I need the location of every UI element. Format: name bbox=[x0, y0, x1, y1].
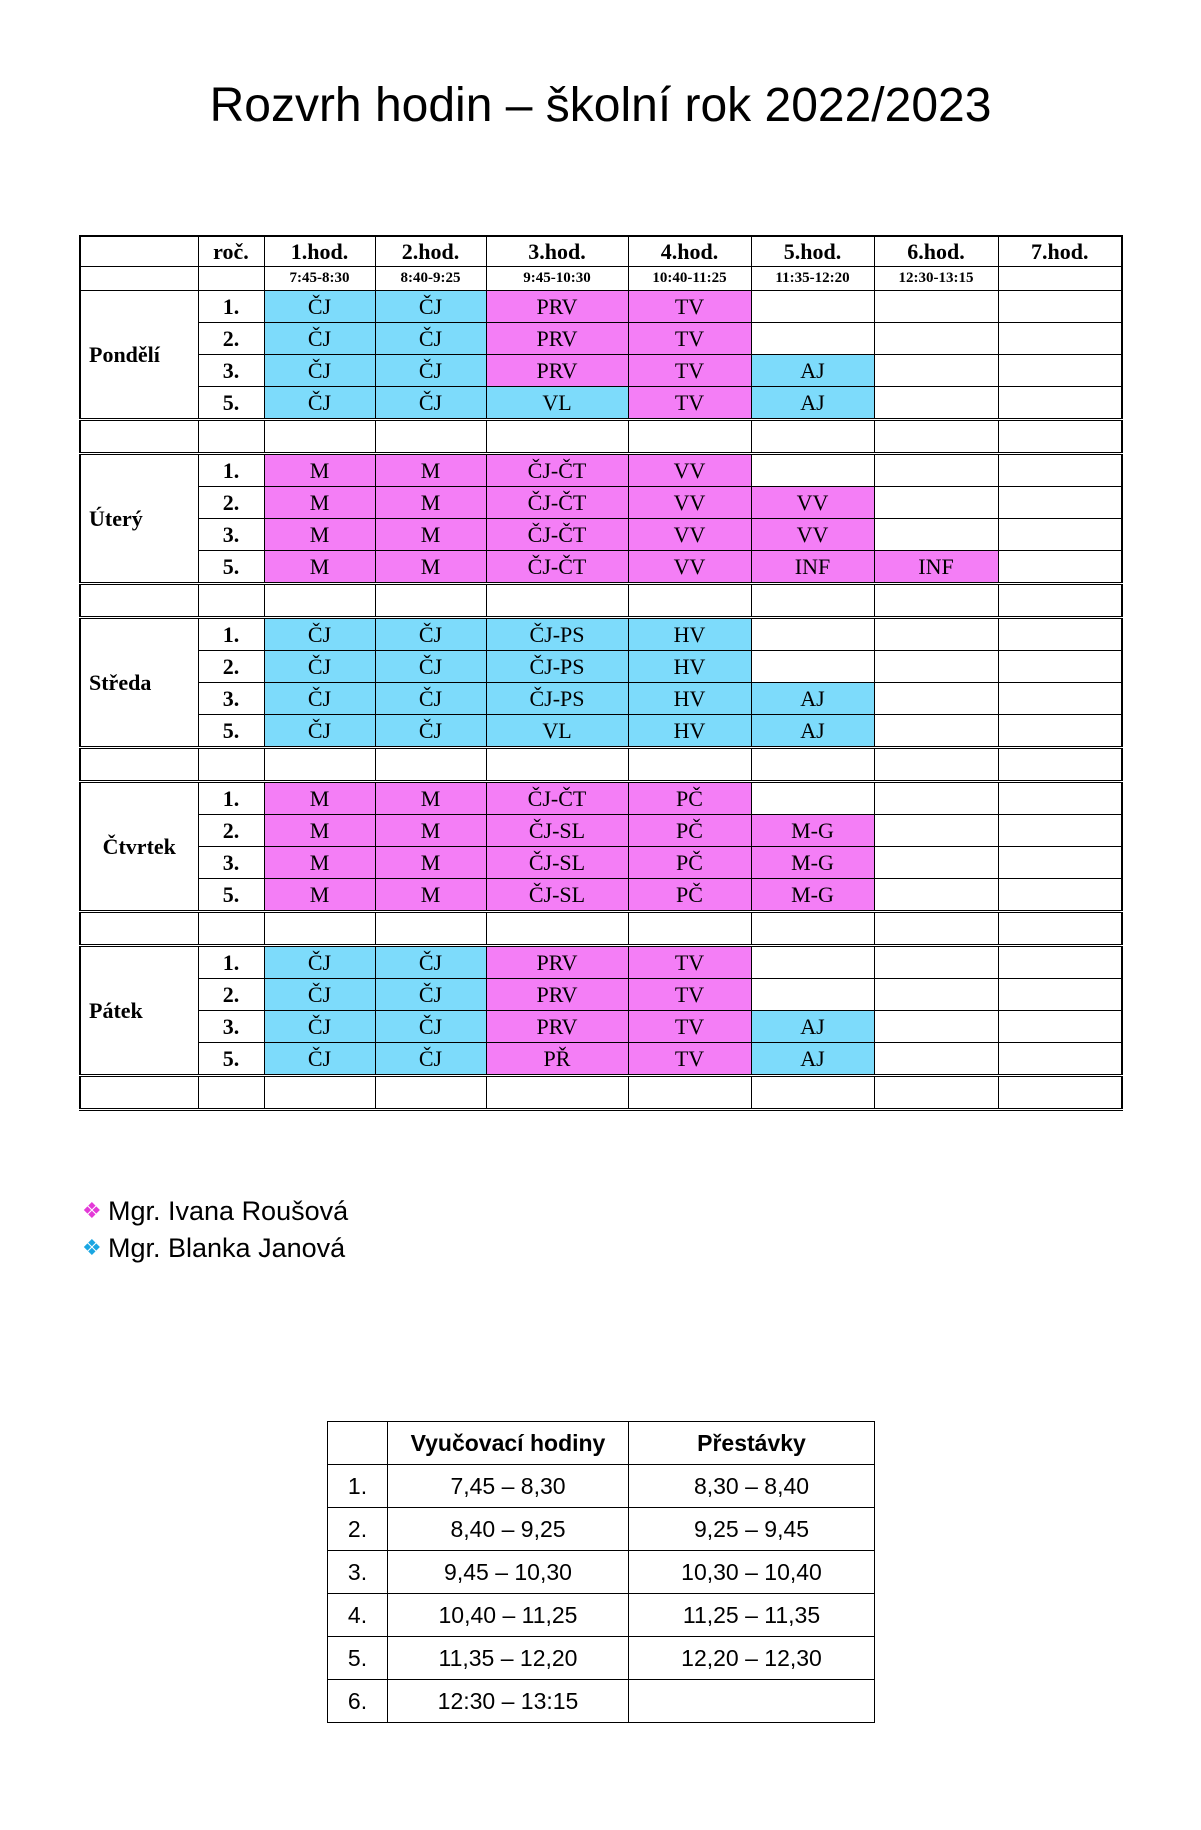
lesson-cell: M-G bbox=[751, 879, 874, 912]
empty-cell bbox=[375, 1076, 486, 1110]
empty-cell bbox=[751, 1076, 874, 1110]
lesson-cell: M-G bbox=[751, 815, 874, 847]
grade-cell: 2. bbox=[198, 979, 264, 1011]
table-row bbox=[80, 683, 1122, 715]
bell-cell: 2. bbox=[328, 1508, 388, 1551]
lesson-cell: ČJ bbox=[375, 291, 486, 323]
lesson-cell: ČJ bbox=[264, 355, 375, 387]
lesson-cell bbox=[874, 387, 998, 420]
lesson-cell: PRV bbox=[486, 1011, 628, 1043]
empty-cell bbox=[998, 584, 1122, 618]
lesson-cell bbox=[874, 1043, 998, 1076]
empty-cell bbox=[80, 584, 198, 618]
day-label: Čtvrtek bbox=[80, 782, 198, 912]
lesson-cell bbox=[874, 946, 998, 979]
lesson-cell: ČJ-PS bbox=[486, 651, 628, 683]
grade-cell: 3. bbox=[198, 519, 264, 551]
lesson-cell: VV bbox=[628, 519, 751, 551]
day-label: Pondělí bbox=[80, 291, 198, 420]
grade-cell: 1. bbox=[198, 454, 264, 487]
empty-cell bbox=[486, 748, 628, 782]
lesson-cell bbox=[998, 715, 1122, 748]
lesson-cell bbox=[874, 355, 998, 387]
lesson-cell: M-G bbox=[751, 847, 874, 879]
lesson-cell: ČJ bbox=[375, 651, 486, 683]
lesson-cell bbox=[874, 323, 998, 355]
empty-cell bbox=[198, 267, 264, 291]
lesson-cell: VL bbox=[486, 715, 628, 748]
lesson-cell: ČJ bbox=[264, 715, 375, 748]
empty-cell bbox=[751, 420, 874, 454]
table-row bbox=[80, 1043, 1122, 1076]
timetable-header-row bbox=[80, 236, 1122, 267]
hour-column-header: 3.hod. bbox=[486, 236, 628, 267]
grade-cell: 5. bbox=[198, 715, 264, 748]
lesson-cell bbox=[874, 291, 998, 323]
lesson-cell: ČJ bbox=[375, 1043, 486, 1076]
empty-cell bbox=[751, 748, 874, 782]
empty-cell bbox=[874, 912, 998, 946]
empty-cell bbox=[375, 912, 486, 946]
hour-column-header: 1.hod. bbox=[264, 236, 375, 267]
grade-cell: 2. bbox=[198, 651, 264, 683]
lesson-cell: VV bbox=[751, 487, 874, 519]
lesson-cell: TV bbox=[628, 291, 751, 323]
corner-cell bbox=[80, 236, 198, 267]
empty-cell bbox=[198, 1076, 264, 1110]
empty-cell bbox=[80, 267, 198, 291]
empty-cell bbox=[264, 748, 375, 782]
lesson-cell bbox=[874, 815, 998, 847]
grade-cell: 5. bbox=[198, 1043, 264, 1076]
lesson-cell: M bbox=[264, 551, 375, 584]
lesson-cell: PŘ bbox=[486, 1043, 628, 1076]
bell-cell: 8,30 – 8,40 bbox=[629, 1465, 875, 1508]
lesson-cell bbox=[998, 782, 1122, 815]
lesson-cell: HV bbox=[628, 651, 751, 683]
lesson-cell: VV bbox=[628, 551, 751, 584]
lesson-cell: AJ bbox=[751, 1043, 874, 1076]
hour-time-range: 9:45-10:30 bbox=[486, 267, 628, 291]
lesson-cell bbox=[751, 651, 874, 683]
empty-cell bbox=[486, 420, 628, 454]
lesson-cell: INF bbox=[751, 551, 874, 584]
lesson-cell: HV bbox=[628, 618, 751, 651]
empty-cell bbox=[998, 420, 1122, 454]
bell-cell: 11,25 – 11,35 bbox=[629, 1594, 875, 1637]
lesson-cell bbox=[998, 815, 1122, 847]
bell-schedule-table bbox=[327, 1421, 875, 1723]
table-row bbox=[328, 1465, 875, 1508]
grade-cell: 1. bbox=[198, 618, 264, 651]
empty-cell bbox=[751, 584, 874, 618]
lesson-cell: ČJ-SL bbox=[486, 847, 628, 879]
lesson-cell: ČJ bbox=[375, 1011, 486, 1043]
lesson-cell: PRV bbox=[486, 946, 628, 979]
lesson-cell: ČJ-ČT bbox=[486, 487, 628, 519]
day-separator-row bbox=[80, 584, 1122, 618]
table-row bbox=[328, 1637, 875, 1680]
table-row bbox=[328, 1551, 875, 1594]
lesson-cell: M bbox=[375, 815, 486, 847]
lesson-cell: PRV bbox=[486, 323, 628, 355]
lesson-cell: M bbox=[375, 551, 486, 584]
lesson-cell: ČJ-PS bbox=[486, 618, 628, 651]
lesson-cell bbox=[998, 487, 1122, 519]
legend-label: Mgr. Ivana Roušová bbox=[108, 1196, 349, 1226]
table-row bbox=[80, 651, 1122, 683]
lesson-cell: ČJ-SL bbox=[486, 879, 628, 912]
grade-cell: 5. bbox=[198, 387, 264, 420]
lesson-cell bbox=[998, 551, 1122, 584]
lesson-cell bbox=[751, 782, 874, 815]
lesson-cell: M bbox=[264, 782, 375, 815]
grade-cell: 2. bbox=[198, 815, 264, 847]
grade-cell: 5. bbox=[198, 551, 264, 584]
lesson-cell: ČJ-ČT bbox=[486, 519, 628, 551]
hour-time-range: 7:45-8:30 bbox=[264, 267, 375, 291]
lesson-cell bbox=[751, 618, 874, 651]
bell-table-header bbox=[328, 1422, 875, 1465]
lesson-cell: M bbox=[264, 454, 375, 487]
lesson-cell: TV bbox=[628, 1011, 751, 1043]
empty-cell bbox=[198, 748, 264, 782]
lesson-cell: ČJ bbox=[375, 683, 486, 715]
empty-cell bbox=[198, 912, 264, 946]
lesson-cell: ČJ bbox=[375, 355, 486, 387]
lesson-cell: TV bbox=[628, 387, 751, 420]
lesson-cell bbox=[874, 683, 998, 715]
lesson-cell: M bbox=[375, 782, 486, 815]
table-row bbox=[80, 387, 1122, 420]
lesson-cell: HV bbox=[628, 683, 751, 715]
hour-column-header: 7.hod. bbox=[998, 236, 1122, 267]
bell-cell: 9,25 – 9,45 bbox=[629, 1508, 875, 1551]
empty-cell bbox=[264, 584, 375, 618]
empty-cell bbox=[628, 420, 751, 454]
empty-cell bbox=[80, 748, 198, 782]
lesson-cell: M bbox=[375, 879, 486, 912]
grade-cell: 1. bbox=[198, 291, 264, 323]
lesson-cell: AJ bbox=[751, 355, 874, 387]
lesson-cell: VL bbox=[486, 387, 628, 420]
lesson-cell: ČJ bbox=[375, 979, 486, 1011]
bell-cell: 12:30 – 13:15 bbox=[388, 1680, 629, 1723]
lesson-cell: ČJ bbox=[264, 651, 375, 683]
bell-cell: 10,30 – 10,40 bbox=[629, 1551, 875, 1594]
page-title: Rozvrh hodin – školní rok 2022/2023 bbox=[209, 79, 992, 132]
lesson-cell: ČJ-ČT bbox=[486, 454, 628, 487]
hour-time-range: 10:40-11:25 bbox=[628, 267, 751, 291]
hour-time-range bbox=[998, 267, 1122, 291]
lesson-cell bbox=[998, 879, 1122, 912]
empty-cell bbox=[874, 1076, 998, 1110]
lesson-cell: ČJ-ČT bbox=[486, 551, 628, 584]
lesson-cell: VV bbox=[628, 487, 751, 519]
lesson-cell: ČJ bbox=[264, 291, 375, 323]
empty-cell bbox=[874, 420, 998, 454]
lesson-cell bbox=[874, 879, 998, 912]
lesson-cell: M bbox=[375, 454, 486, 487]
empty-cell bbox=[264, 912, 375, 946]
lesson-cell: ČJ bbox=[375, 387, 486, 420]
empty-cell bbox=[874, 748, 998, 782]
lesson-cell: M bbox=[264, 847, 375, 879]
table-row bbox=[80, 782, 1122, 815]
grade-cell: 3. bbox=[198, 683, 264, 715]
lesson-cell bbox=[874, 487, 998, 519]
lesson-cell: ČJ bbox=[264, 683, 375, 715]
lesson-cell bbox=[751, 291, 874, 323]
lesson-cell: ČJ bbox=[264, 323, 375, 355]
table-row bbox=[328, 1680, 875, 1723]
lesson-cell: PRV bbox=[486, 355, 628, 387]
bell-cell bbox=[629, 1680, 875, 1723]
empty-cell bbox=[198, 584, 264, 618]
lesson-cell bbox=[751, 946, 874, 979]
empty-cell bbox=[998, 1076, 1122, 1110]
empty-cell bbox=[375, 420, 486, 454]
lesson-cell: ČJ bbox=[375, 715, 486, 748]
lesson-cell bbox=[998, 847, 1122, 879]
empty-cell bbox=[998, 748, 1122, 782]
table-row bbox=[328, 1594, 875, 1637]
lesson-cell: PČ bbox=[628, 815, 751, 847]
lesson-cell: VV bbox=[751, 519, 874, 551]
lesson-cell: M bbox=[375, 519, 486, 551]
lesson-cell: AJ bbox=[751, 387, 874, 420]
bell-cell: 10,40 – 11,25 bbox=[388, 1594, 629, 1637]
grade-cell: 3. bbox=[198, 355, 264, 387]
hour-time-range: 11:35-12:20 bbox=[751, 267, 874, 291]
table-row bbox=[80, 879, 1122, 912]
legend-label: Mgr. Blanka Janová bbox=[108, 1233, 346, 1263]
day-separator-row bbox=[80, 912, 1122, 946]
bell-cell: 3. bbox=[328, 1551, 388, 1594]
empty-cell bbox=[628, 912, 751, 946]
timetable-times-row bbox=[80, 267, 1122, 291]
lesson-cell: ČJ bbox=[264, 946, 375, 979]
lesson-cell: ČJ-PS bbox=[486, 683, 628, 715]
grade-cell: 3. bbox=[198, 1011, 264, 1043]
empty-cell bbox=[874, 584, 998, 618]
bell-cell: 5. bbox=[328, 1637, 388, 1680]
bell-header-cell: Přestávky bbox=[629, 1422, 875, 1465]
grade-cell: 2. bbox=[198, 323, 264, 355]
lesson-cell bbox=[998, 683, 1122, 715]
lesson-cell: AJ bbox=[751, 715, 874, 748]
lesson-cell: ČJ bbox=[264, 387, 375, 420]
lesson-cell: AJ bbox=[751, 683, 874, 715]
timetable bbox=[79, 235, 1123, 1111]
lesson-cell: TV bbox=[628, 979, 751, 1011]
lesson-cell bbox=[874, 1011, 998, 1043]
empty-cell bbox=[264, 1076, 375, 1110]
lesson-cell: ČJ bbox=[375, 323, 486, 355]
lesson-cell bbox=[751, 979, 874, 1011]
table-row bbox=[80, 291, 1122, 323]
lesson-cell: M bbox=[264, 519, 375, 551]
table-row bbox=[80, 715, 1122, 748]
lesson-cell: PRV bbox=[486, 979, 628, 1011]
lesson-cell bbox=[751, 454, 874, 487]
lesson-cell bbox=[874, 979, 998, 1011]
day-separator-row bbox=[80, 1076, 1122, 1110]
lesson-cell: PRV bbox=[486, 291, 628, 323]
bell-header-cell: Vyučovací hodiny bbox=[388, 1422, 629, 1465]
empty-cell bbox=[80, 420, 198, 454]
table-row bbox=[80, 323, 1122, 355]
grade-column-header: roč. bbox=[198, 236, 264, 267]
lesson-cell: PČ bbox=[628, 879, 751, 912]
table-row bbox=[80, 551, 1122, 584]
lesson-cell bbox=[874, 782, 998, 815]
lesson-cell bbox=[874, 847, 998, 879]
lesson-cell bbox=[751, 323, 874, 355]
lesson-cell: M bbox=[375, 487, 486, 519]
lesson-cell: ČJ bbox=[375, 946, 486, 979]
lesson-cell: HV bbox=[628, 715, 751, 748]
table-row bbox=[80, 454, 1122, 487]
table-row bbox=[80, 355, 1122, 387]
day-label: Středa bbox=[80, 618, 198, 748]
hour-time-range: 12:30-13:15 bbox=[874, 267, 998, 291]
lesson-cell: TV bbox=[628, 355, 751, 387]
lesson-cell bbox=[998, 355, 1122, 387]
table-row bbox=[80, 946, 1122, 979]
empty-cell bbox=[628, 584, 751, 618]
empty-cell bbox=[80, 912, 198, 946]
legend-item-teacher-1 bbox=[82, 1196, 348, 1227]
table-row bbox=[80, 847, 1122, 879]
lesson-cell bbox=[998, 1011, 1122, 1043]
bell-cell: 6. bbox=[328, 1680, 388, 1723]
table-row bbox=[80, 487, 1122, 519]
table-row bbox=[328, 1508, 875, 1551]
day-label: Pátek bbox=[80, 946, 198, 1076]
empty-cell bbox=[628, 748, 751, 782]
empty-cell bbox=[628, 1076, 751, 1110]
lesson-cell bbox=[998, 323, 1122, 355]
lesson-cell bbox=[998, 387, 1122, 420]
lesson-cell: ČJ-SL bbox=[486, 815, 628, 847]
empty-cell bbox=[375, 748, 486, 782]
lesson-cell bbox=[998, 291, 1122, 323]
bell-cell: 9,45 – 10,30 bbox=[388, 1551, 629, 1594]
lesson-cell: ČJ bbox=[264, 979, 375, 1011]
grade-cell: 5. bbox=[198, 879, 264, 912]
empty-cell bbox=[486, 912, 628, 946]
day-label: Úterý bbox=[80, 454, 198, 584]
lesson-cell: AJ bbox=[751, 1011, 874, 1043]
bell-cell: 7,45 – 8,30 bbox=[388, 1465, 629, 1508]
table-row bbox=[80, 815, 1122, 847]
empty-cell bbox=[486, 584, 628, 618]
bell-header-cell bbox=[328, 1422, 388, 1465]
lesson-cell: PČ bbox=[628, 847, 751, 879]
day-separator-row bbox=[80, 420, 1122, 454]
lesson-cell: TV bbox=[628, 323, 751, 355]
lesson-cell bbox=[998, 454, 1122, 487]
diamond-bullet-icon: ❖ bbox=[82, 1198, 102, 1223]
lesson-cell: TV bbox=[628, 946, 751, 979]
lesson-cell bbox=[998, 651, 1122, 683]
lesson-cell: M bbox=[264, 487, 375, 519]
empty-cell bbox=[80, 1076, 198, 1110]
lesson-cell: INF bbox=[874, 551, 998, 584]
lesson-cell bbox=[874, 618, 998, 651]
table-row bbox=[80, 519, 1122, 551]
grade-cell: 1. bbox=[198, 946, 264, 979]
legend-item-teacher-2 bbox=[82, 1233, 345, 1264]
grade-cell: 2. bbox=[198, 487, 264, 519]
lesson-cell: ČJ-ČT bbox=[486, 782, 628, 815]
lesson-cell bbox=[998, 519, 1122, 551]
lesson-cell: PČ bbox=[628, 782, 751, 815]
lesson-cell: ČJ bbox=[264, 618, 375, 651]
lesson-cell: VV bbox=[628, 454, 751, 487]
grade-cell: 1. bbox=[198, 782, 264, 815]
empty-cell bbox=[198, 420, 264, 454]
lesson-cell bbox=[998, 979, 1122, 1011]
lesson-cell: ČJ bbox=[375, 618, 486, 651]
grade-cell: 3. bbox=[198, 847, 264, 879]
diamond-bullet-icon: ❖ bbox=[82, 1235, 102, 1260]
lesson-cell bbox=[998, 1043, 1122, 1076]
lesson-cell: M bbox=[375, 847, 486, 879]
hour-column-header: 2.hod. bbox=[375, 236, 486, 267]
empty-cell bbox=[751, 912, 874, 946]
day-separator-row bbox=[80, 748, 1122, 782]
lesson-cell: M bbox=[264, 879, 375, 912]
table-row bbox=[80, 979, 1122, 1011]
hour-column-header: 6.hod. bbox=[874, 236, 998, 267]
lesson-cell bbox=[874, 454, 998, 487]
empty-cell bbox=[375, 584, 486, 618]
lesson-cell: ČJ bbox=[264, 1043, 375, 1076]
lesson-cell bbox=[874, 519, 998, 551]
hour-column-header: 4.hod. bbox=[628, 236, 751, 267]
lesson-cell bbox=[998, 618, 1122, 651]
empty-cell bbox=[264, 420, 375, 454]
empty-cell bbox=[486, 1076, 628, 1110]
bell-cell: 4. bbox=[328, 1594, 388, 1637]
hour-time-range: 8:40-9:25 bbox=[375, 267, 486, 291]
lesson-cell bbox=[874, 651, 998, 683]
table-row bbox=[80, 1011, 1122, 1043]
lesson-cell: ČJ bbox=[264, 1011, 375, 1043]
bell-cell: 8,40 – 9,25 bbox=[388, 1508, 629, 1551]
table-row bbox=[80, 618, 1122, 651]
empty-cell bbox=[998, 912, 1122, 946]
hour-column-header: 5.hod. bbox=[751, 236, 874, 267]
lesson-cell bbox=[998, 946, 1122, 979]
lesson-cell bbox=[874, 715, 998, 748]
bell-cell: 11,35 – 12,20 bbox=[388, 1637, 629, 1680]
bell-cell: 12,20 – 12,30 bbox=[629, 1637, 875, 1680]
lesson-cell: M bbox=[264, 815, 375, 847]
bell-cell: 1. bbox=[328, 1465, 388, 1508]
lesson-cell: TV bbox=[628, 1043, 751, 1076]
